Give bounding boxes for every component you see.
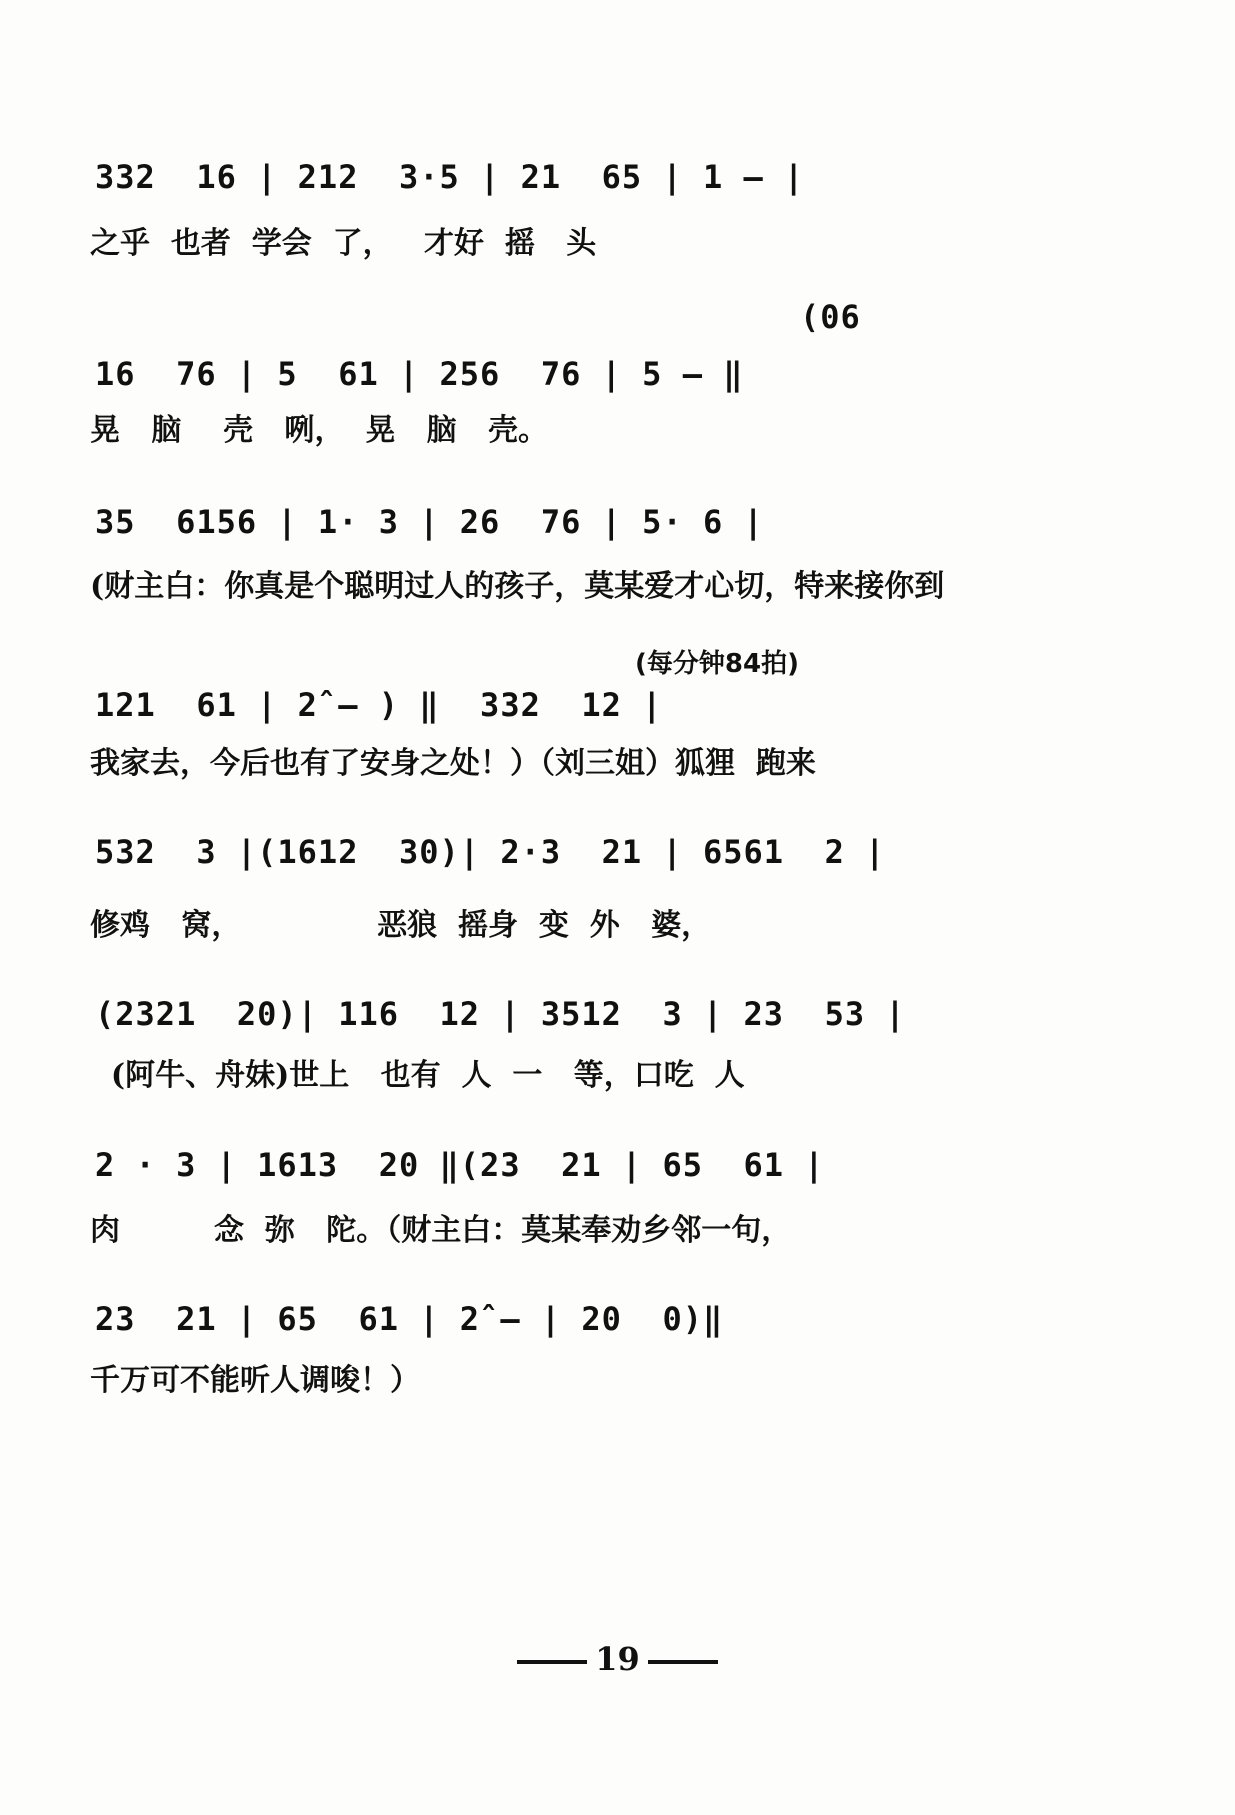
page-number-dash-left (517, 1660, 587, 1664)
notation-prefix-row-2: (06 (800, 298, 861, 336)
lyrics-row-2: 晃 脑 壳 咧， 晃 脑 壳。 (90, 413, 548, 448)
notation-row-8: 23 21 | 65 61 | 2̂ — | 20 0)‖ (95, 1300, 724, 1338)
tempo-annotation: (每分钟84拍) (635, 649, 799, 679)
lyrics-row-4: 我家去，今后也有了安身之处！）（刘三姐）狐狸 跑来 (90, 746, 816, 781)
page-number-dash-right (648, 1660, 718, 1664)
notation-row-3: 35 6156 | 1· 3 | 26 76 | 5· 6 | (95, 503, 764, 541)
notation-row-6: (2321 20)| 116 12 | 3512 3 | 23 53 | (95, 995, 906, 1033)
lyrics-row-3: (财主白：你真是个聪明过人的孩子，莫某爱才心切，特来接你到 (90, 569, 945, 604)
notation-row-4: 121 61 | 2̂ — ) ‖ 332 12 | (95, 686, 663, 724)
page-number-text: 19 (595, 1640, 640, 1678)
notation-row-7: 2 · 3 | 1613 20 ‖(23 21 | 65 61 | (95, 1146, 825, 1184)
lyrics-row-6: (阿牛、舟妹)世上 也有 人 一 等，口吃 人 (90, 1058, 745, 1093)
notation-row-5: 532 3 |(1612 30)| 2·3 21 | 6561 2 | (95, 833, 886, 871)
lyrics-row-8: 千万可不能听人调唆！） (90, 1363, 420, 1398)
lyrics-row-7: 肉 念 弥 陀。（财主白：莫某奉劝乡邻一句， (90, 1213, 792, 1248)
notation-row-2: 16 76 | 5 61 | 256 76 | 5 — ‖ (95, 355, 744, 393)
page-number (0, 1640, 1235, 1678)
notation-row-1: 332 16 | 212 3·5 | 21 65 | 1 — | (95, 158, 805, 196)
lyrics-row-1: 之乎 也者 学会 了， 才好 摇 头 (90, 226, 597, 261)
lyrics-row-5: 修鸡 窝， 恶狼 摇身 变 外 婆， (90, 908, 712, 943)
